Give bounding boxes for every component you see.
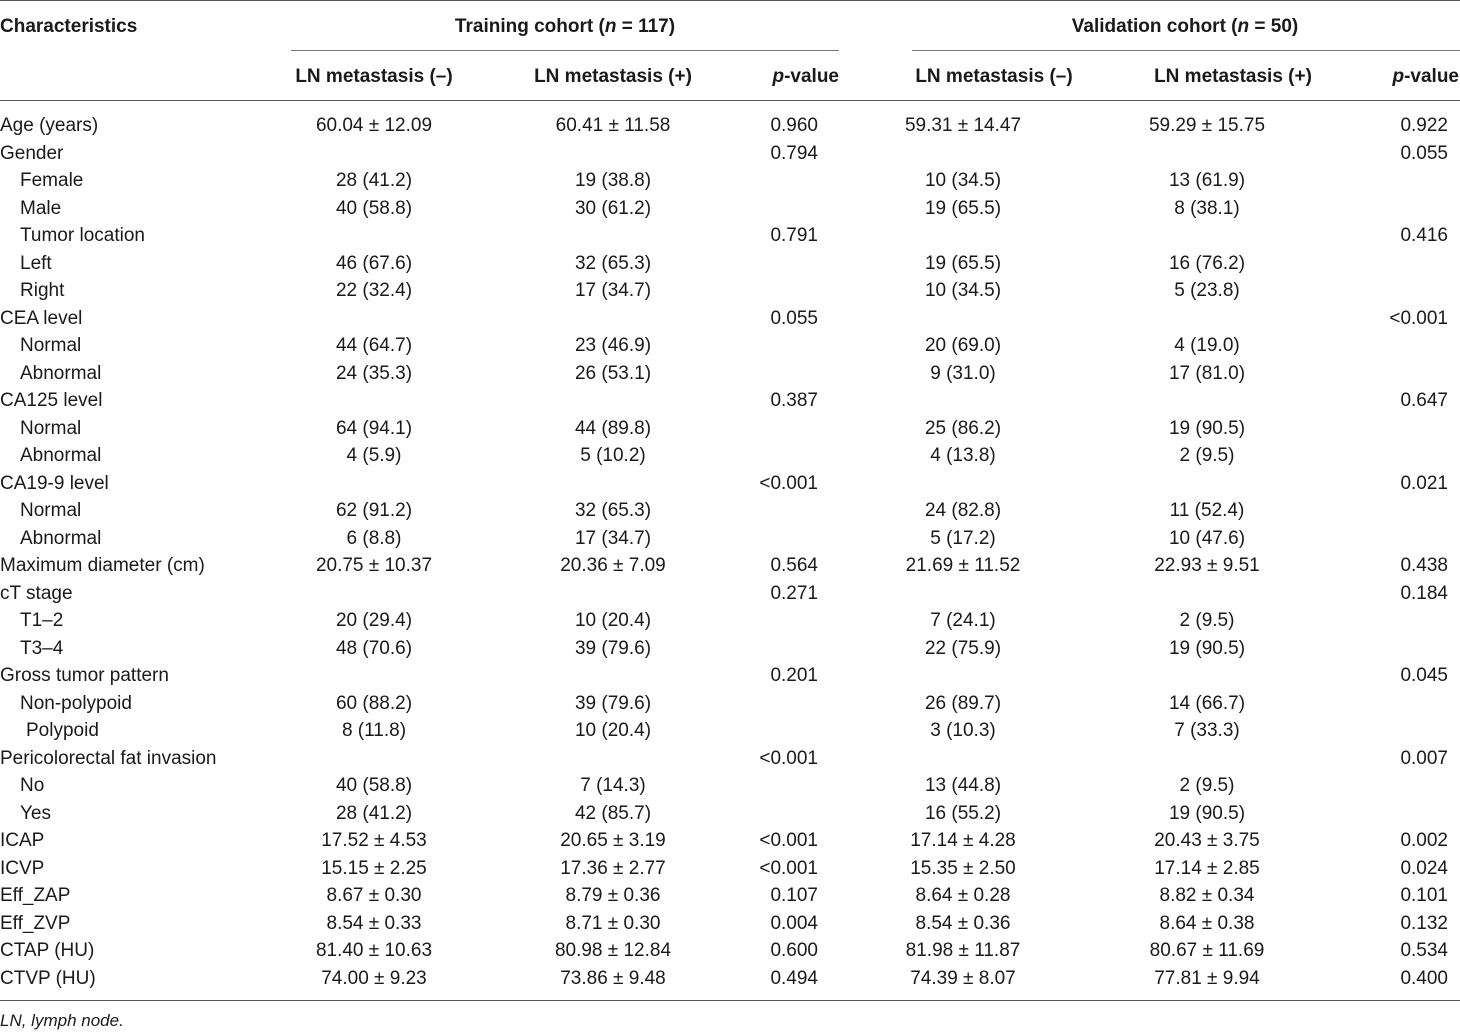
cell-v-neg: 9 (31.0) — [930, 362, 996, 384]
cell-t-neg: 20.75 ± 10.37 — [315, 555, 433, 576]
cell-v-neg: 15.35 ± 2.50 — [910, 857, 1016, 879]
cell-v-pos: 77.81 ± 9.94 — [1154, 967, 1260, 989]
cell-v-pos: 5 (23.8) — [1174, 280, 1240, 301]
cell-t-neg: 44 (64.7) — [335, 335, 413, 356]
cell-v-neg — [829, 387, 1097, 415]
cell-v-p: 0.021 — [1400, 472, 1448, 494]
cell-v-p: 0.922 — [1400, 115, 1448, 136]
cell-t-p — [738, 497, 829, 525]
cell-v-p — [1317, 195, 1460, 223]
cell-t-p: <0.001 — [759, 857, 818, 879]
cell-t-p: 0.387 — [770, 390, 818, 411]
cell-t-p: 0.791 — [770, 225, 818, 246]
row-label: CA19-9 level — [0, 472, 109, 494]
row-label: Gender — [0, 142, 64, 164]
row-label: Normal — [20, 417, 82, 439]
cell-v-p: 0.002 — [1400, 830, 1448, 851]
cell-t-p: 0.564 — [770, 555, 818, 576]
table-row — [0, 690, 1460, 718]
table-row — [0, 827, 1460, 855]
cell-t-neg — [260, 580, 488, 608]
cell-v-pos — [1097, 580, 1317, 608]
cell-t-p — [738, 442, 829, 470]
cell-v-neg: 17.14 ± 4.28 — [910, 830, 1016, 851]
cell-t-neg — [260, 745, 488, 773]
cell-t-neg: 81.40 ± 10.63 — [315, 940, 433, 961]
cell-t-p — [738, 360, 829, 388]
cell-v-pos — [1097, 140, 1317, 168]
cell-v-neg — [829, 580, 1097, 608]
cell-v-neg — [829, 222, 1097, 250]
row-label: CA125 level — [0, 390, 103, 411]
table-row — [0, 965, 1460, 993]
cell-t-p — [738, 717, 829, 745]
cell-t-p — [738, 607, 829, 635]
row-label: CTAP (HU) — [0, 940, 95, 961]
cell-t-pos — [488, 662, 738, 690]
cell-t-p — [738, 690, 829, 718]
cell-v-neg: 74.39 ± 8.07 — [910, 967, 1016, 989]
cell-t-neg: 62 (91.2) — [335, 500, 413, 521]
cell-t-pos: 17 (34.7) — [574, 527, 652, 549]
table-row — [0, 717, 1460, 745]
cell-t-neg — [260, 662, 488, 690]
cell-t-p — [738, 415, 829, 443]
cell-v-p: 0.184 — [1400, 582, 1448, 604]
cell-v-p — [1317, 607, 1460, 635]
cell-v-p — [1317, 690, 1460, 718]
cell-t-neg: 60.04 ± 12.09 — [315, 115, 433, 136]
cell-t-pos: 8.71 ± 0.30 — [565, 912, 661, 934]
cell-t-neg: 20 (29.4) — [335, 610, 413, 631]
cell-v-pos: 17 (81.0) — [1168, 362, 1246, 384]
cell-t-p: 0.004 — [770, 912, 818, 934]
cell-t-neg — [260, 222, 488, 250]
header-training-ln-pos: LN metastasis (+) — [534, 66, 692, 87]
cell-v-neg — [829, 470, 1097, 498]
cell-t-p: 0.201 — [770, 665, 818, 686]
cell-v-neg: 8.54 ± 0.36 — [915, 912, 1011, 934]
row-label: ICAP — [0, 830, 45, 851]
cell-v-pos — [1097, 745, 1317, 773]
row-label: Abnormal — [20, 362, 102, 384]
cell-v-pos: 8 (38.1) — [1174, 197, 1240, 219]
table-row — [0, 305, 1460, 333]
table-row — [0, 662, 1460, 690]
cell-t-pos: 20.65 ± 3.19 — [560, 830, 666, 851]
cell-t-pos: 44 (89.8) — [574, 417, 652, 439]
header-validation-cohort: Validation cohort (n = 50) — [1071, 16, 1299, 37]
cell-t-neg: 48 (70.6) — [335, 637, 413, 659]
cell-v-pos: 2 (9.5) — [1179, 445, 1235, 466]
table-row — [0, 332, 1460, 360]
cell-v-pos: 4 (19.0) — [1174, 335, 1240, 356]
cell-v-neg: 4 (13.8) — [930, 445, 996, 466]
cell-v-neg: 20 (69.0) — [924, 335, 1002, 356]
cell-v-p: 0.024 — [1400, 857, 1448, 879]
row-label: ICVP — [0, 857, 45, 879]
cell-v-p — [1317, 635, 1460, 663]
cell-v-neg: 10 (34.5) — [924, 280, 1002, 301]
cell-v-pos: 59.29 ± 15.75 — [1148, 115, 1266, 136]
cell-v-p — [1317, 415, 1460, 443]
row-label: Age (years) — [0, 115, 99, 136]
table-row — [0, 910, 1460, 938]
row-label: Left — [20, 252, 52, 274]
cell-t-pos: 17 (34.7) — [574, 280, 652, 301]
table-row — [0, 360, 1460, 388]
cell-v-p: 0.416 — [1400, 225, 1448, 246]
cell-v-pos: 16 (76.2) — [1168, 252, 1246, 274]
cell-v-p: <0.001 — [1389, 307, 1448, 329]
table-row — [0, 855, 1460, 883]
cell-t-neg: 24 (35.3) — [335, 362, 413, 384]
cell-t-pos: 20.36 ± 7.09 — [560, 555, 666, 576]
cell-t-p — [738, 525, 829, 553]
cell-v-neg: 21.69 ± 11.52 — [905, 555, 1021, 576]
cell-v-p: 0.400 — [1400, 967, 1448, 989]
cell-t-pos: 10 (20.4) — [574, 610, 652, 631]
row-label: Female — [20, 170, 84, 191]
row-label: Abnormal — [20, 527, 102, 549]
cell-t-pos: 30 (61.2) — [574, 197, 652, 219]
cell-t-p: <0.001 — [759, 472, 818, 494]
cell-v-neg: 25 (86.2) — [924, 417, 1002, 439]
cell-t-neg: 28 (41.2) — [335, 802, 413, 824]
bottom-rule — [0, 1000, 1460, 1001]
cell-v-pos: 2 (9.5) — [1179, 610, 1235, 631]
cell-v-p: 0.045 — [1400, 665, 1448, 686]
cell-v-p — [1317, 772, 1460, 800]
cell-t-p: 0.794 — [770, 142, 818, 164]
cell-v-p: 0.534 — [1400, 940, 1448, 961]
cell-t-pos: 8.79 ± 0.36 — [565, 885, 661, 906]
cell-v-pos: 19 (90.5) — [1168, 637, 1246, 659]
table-row — [0, 607, 1460, 635]
cell-v-neg: 10 (34.5) — [924, 170, 1002, 191]
cell-t-pos: 10 (20.4) — [574, 720, 652, 741]
cell-t-pos: 60.41 ± 11.58 — [555, 115, 671, 136]
table-row — [0, 772, 1460, 800]
table-row — [0, 580, 1460, 608]
header-training-pvalue: p-value — [772, 66, 839, 87]
table-row — [0, 882, 1460, 910]
cell-t-pos: 32 (65.3) — [574, 500, 652, 521]
cell-t-neg — [260, 305, 488, 333]
top-rule — [0, 0, 1460, 1]
cell-v-neg — [829, 140, 1097, 168]
cell-t-p: 0.960 — [770, 115, 818, 136]
row-label: Right — [20, 280, 65, 301]
cell-t-neg: 60 (88.2) — [335, 692, 413, 714]
table-row — [0, 800, 1460, 828]
cell-v-pos: 7 (33.3) — [1174, 720, 1240, 741]
data-table — [0, 112, 1460, 992]
cell-t-pos: 32 (65.3) — [574, 252, 652, 274]
cell-t-p — [738, 635, 829, 663]
cell-t-p — [738, 250, 829, 278]
cell-t-pos: 19 (38.8) — [574, 170, 652, 191]
cell-t-p — [738, 772, 829, 800]
cell-t-neg: 22 (32.4) — [335, 280, 413, 301]
cell-v-pos: 11 (52.4) — [1169, 500, 1245, 521]
cell-t-neg: 74.00 ± 9.23 — [321, 967, 427, 989]
cell-v-p — [1317, 277, 1460, 305]
cell-v-pos: 8.82 ± 0.34 — [1159, 885, 1255, 906]
cell-v-pos: 2 (9.5) — [1179, 775, 1235, 796]
row-label: Male — [20, 197, 62, 219]
cell-v-neg: 22 (75.9) — [924, 637, 1002, 659]
table-row — [0, 195, 1460, 223]
cell-v-neg: 24 (82.8) — [924, 500, 1002, 521]
cell-t-neg: 64 (94.1) — [335, 417, 413, 439]
cell-t-pos — [488, 305, 738, 333]
row-label: Eff_ZAP — [0, 885, 71, 906]
cell-t-pos — [488, 580, 738, 608]
cell-t-pos: 73.86 ± 9.48 — [560, 967, 666, 989]
cell-v-neg: 16 (55.2) — [924, 802, 1002, 824]
cell-v-pos — [1097, 662, 1317, 690]
cell-v-neg: 19 (65.5) — [924, 252, 1002, 274]
cell-v-neg: 59.31 ± 14.47 — [904, 115, 1022, 136]
cell-v-pos: 19 (90.5) — [1168, 417, 1246, 439]
cell-t-p — [738, 167, 829, 195]
table-row — [0, 635, 1460, 663]
cell-t-neg: 8.54 ± 0.33 — [326, 912, 422, 934]
table-row — [0, 112, 1460, 140]
validation-group-rule — [912, 50, 1460, 51]
cell-v-neg: 7 (24.1) — [930, 610, 996, 631]
row-label: Polypoid — [26, 720, 99, 741]
cell-t-neg: 17.52 ± 4.53 — [321, 830, 427, 851]
header-training-ln-neg: LN metastasis (–) — [295, 66, 453, 87]
table-row — [0, 442, 1460, 470]
table-row — [0, 222, 1460, 250]
cell-v-neg: 5 (17.2) — [930, 527, 996, 549]
cell-v-neg: 26 (89.7) — [924, 692, 1002, 714]
cell-t-neg: 4 (5.9) — [346, 445, 402, 466]
cell-v-pos: 17.14 ± 2.85 — [1154, 857, 1260, 879]
header-validation-pvalue: p-value — [1392, 66, 1459, 87]
cell-t-pos: 80.98 ± 12.84 — [554, 940, 672, 961]
cell-t-pos: 7 (14.3) — [580, 775, 646, 796]
cell-v-pos — [1097, 470, 1317, 498]
cell-v-p: 0.647 — [1400, 390, 1448, 411]
cell-t-pos — [488, 745, 738, 773]
cell-t-p: 0.600 — [770, 940, 818, 961]
row-label: Tumor location — [20, 225, 145, 246]
cell-t-pos — [488, 470, 738, 498]
row-label: T1–2 — [20, 610, 64, 631]
cell-t-neg: 40 (58.8) — [335, 197, 413, 219]
row-label: Eff_ZVP — [0, 912, 71, 934]
row-label: cT stage — [0, 582, 73, 604]
row-label: Yes — [20, 802, 51, 824]
row-label: T3–4 — [20, 637, 64, 659]
cell-v-p: 0.132 — [1400, 912, 1448, 934]
cell-t-p — [738, 800, 829, 828]
cell-v-p — [1317, 360, 1460, 388]
cell-v-neg: 81.98 ± 11.87 — [905, 940, 1021, 961]
table-row — [0, 497, 1460, 525]
cell-v-p — [1317, 332, 1460, 360]
row-label: Maximum diameter (cm) — [0, 555, 205, 576]
cell-t-neg — [260, 140, 488, 168]
cell-t-neg — [260, 387, 488, 415]
table-row — [0, 415, 1460, 443]
cell-v-neg: 13 (44.8) — [924, 775, 1002, 796]
cell-v-pos: 10 (47.6) — [1168, 527, 1246, 549]
cell-t-neg: 46 (67.6) — [335, 252, 413, 274]
cell-v-p — [1317, 717, 1460, 745]
row-label: Non-polypoid — [20, 692, 132, 714]
cell-t-neg: 8 (11.8) — [341, 720, 407, 741]
cell-t-pos — [488, 140, 738, 168]
header-validation-ln-neg: LN metastasis (–) — [915, 66, 1073, 87]
cell-v-p: 0.055 — [1400, 142, 1448, 164]
row-label: No — [20, 775, 45, 796]
header-rule — [0, 100, 1460, 101]
cell-t-p: 0.055 — [770, 307, 818, 329]
cell-t-pos: 42 (85.7) — [574, 802, 652, 824]
cell-v-pos — [1097, 305, 1317, 333]
cell-v-p — [1317, 497, 1460, 525]
cell-t-neg: 6 (8.8) — [346, 527, 402, 549]
row-label: Normal — [20, 335, 82, 356]
cell-v-neg: 19 (65.5) — [924, 197, 1002, 219]
table-row — [0, 140, 1460, 168]
cell-v-p — [1317, 800, 1460, 828]
footnote: LN, lymph node. — [0, 1011, 124, 1030]
cell-v-pos: 19 (90.5) — [1168, 802, 1246, 824]
row-label: Gross tumor pattern — [0, 665, 169, 686]
cell-t-neg: 40 (58.8) — [335, 775, 413, 796]
cell-v-neg: 3 (10.3) — [930, 720, 996, 741]
table-row — [0, 525, 1460, 553]
cell-t-neg: 28 (41.2) — [335, 170, 413, 191]
cell-t-pos — [488, 222, 738, 250]
cell-v-neg — [829, 745, 1097, 773]
cell-t-neg — [260, 470, 488, 498]
cell-t-pos: 23 (46.9) — [574, 335, 652, 356]
cell-t-p: <0.001 — [759, 830, 818, 851]
cell-t-neg: 15.15 ± 2.25 — [321, 857, 427, 879]
cell-t-pos: 5 (10.2) — [580, 445, 646, 466]
cell-t-pos: 39 (79.6) — [574, 692, 652, 714]
table-row — [0, 470, 1460, 498]
cell-v-pos: 8.64 ± 0.38 — [1159, 912, 1255, 934]
row-label: Pericolorectal fat invasion — [0, 747, 217, 769]
cell-t-p: 0.107 — [770, 885, 818, 906]
header-characteristics: Characteristics — [0, 16, 138, 37]
header-validation-ln-pos: LN metastasis (+) — [1154, 66, 1312, 87]
cell-v-pos: 13 (61.9) — [1168, 170, 1246, 191]
cell-t-neg: 8.67 ± 0.30 — [326, 885, 422, 906]
cell-t-p: 0.494 — [770, 967, 818, 989]
cell-v-pos — [1097, 222, 1317, 250]
cell-v-pos: 20.43 ± 3.75 — [1154, 830, 1260, 851]
table-row — [0, 937, 1460, 965]
cell-t-p — [738, 195, 829, 223]
header-training-cohort: Training cohort (n = 117) — [454, 16, 676, 37]
cell-v-neg — [829, 305, 1097, 333]
cell-t-p: 0.271 — [770, 582, 818, 604]
row-label: Abnormal — [20, 445, 102, 466]
cell-t-pos: 39 (79.6) — [574, 637, 652, 659]
table-row — [0, 167, 1460, 195]
row-label: Normal — [20, 500, 82, 521]
table-row — [0, 745, 1460, 773]
cell-v-neg: 8.64 ± 0.28 — [915, 885, 1011, 906]
row-label: CTVP (HU) — [0, 967, 96, 989]
cell-v-pos — [1097, 387, 1317, 415]
table-row — [0, 552, 1460, 580]
table-row — [0, 387, 1460, 415]
cell-v-p — [1317, 442, 1460, 470]
cell-v-p — [1317, 250, 1460, 278]
cell-v-p — [1317, 167, 1460, 195]
cell-v-pos: 14 (66.7) — [1168, 692, 1246, 714]
cell-t-pos: 26 (53.1) — [574, 362, 652, 384]
cell-v-p: 0.101 — [1400, 885, 1448, 906]
cell-t-p — [738, 332, 829, 360]
cell-v-p: 0.007 — [1400, 747, 1448, 769]
cell-v-pos: 22.93 ± 9.51 — [1154, 555, 1260, 576]
cell-t-pos: 17.36 ± 2.77 — [560, 857, 666, 879]
cell-t-pos — [488, 387, 738, 415]
cell-v-p: 0.438 — [1400, 555, 1448, 576]
table-row — [0, 250, 1460, 278]
table-row — [0, 277, 1460, 305]
cell-t-p: <0.001 — [759, 747, 818, 769]
cell-v-p — [1317, 525, 1460, 553]
cell-t-p — [738, 277, 829, 305]
cell-v-pos: 80.67 ± 11.69 — [1149, 940, 1265, 961]
cell-v-neg — [829, 662, 1097, 690]
row-label: CEA level — [0, 307, 83, 329]
training-group-rule — [291, 50, 839, 51]
